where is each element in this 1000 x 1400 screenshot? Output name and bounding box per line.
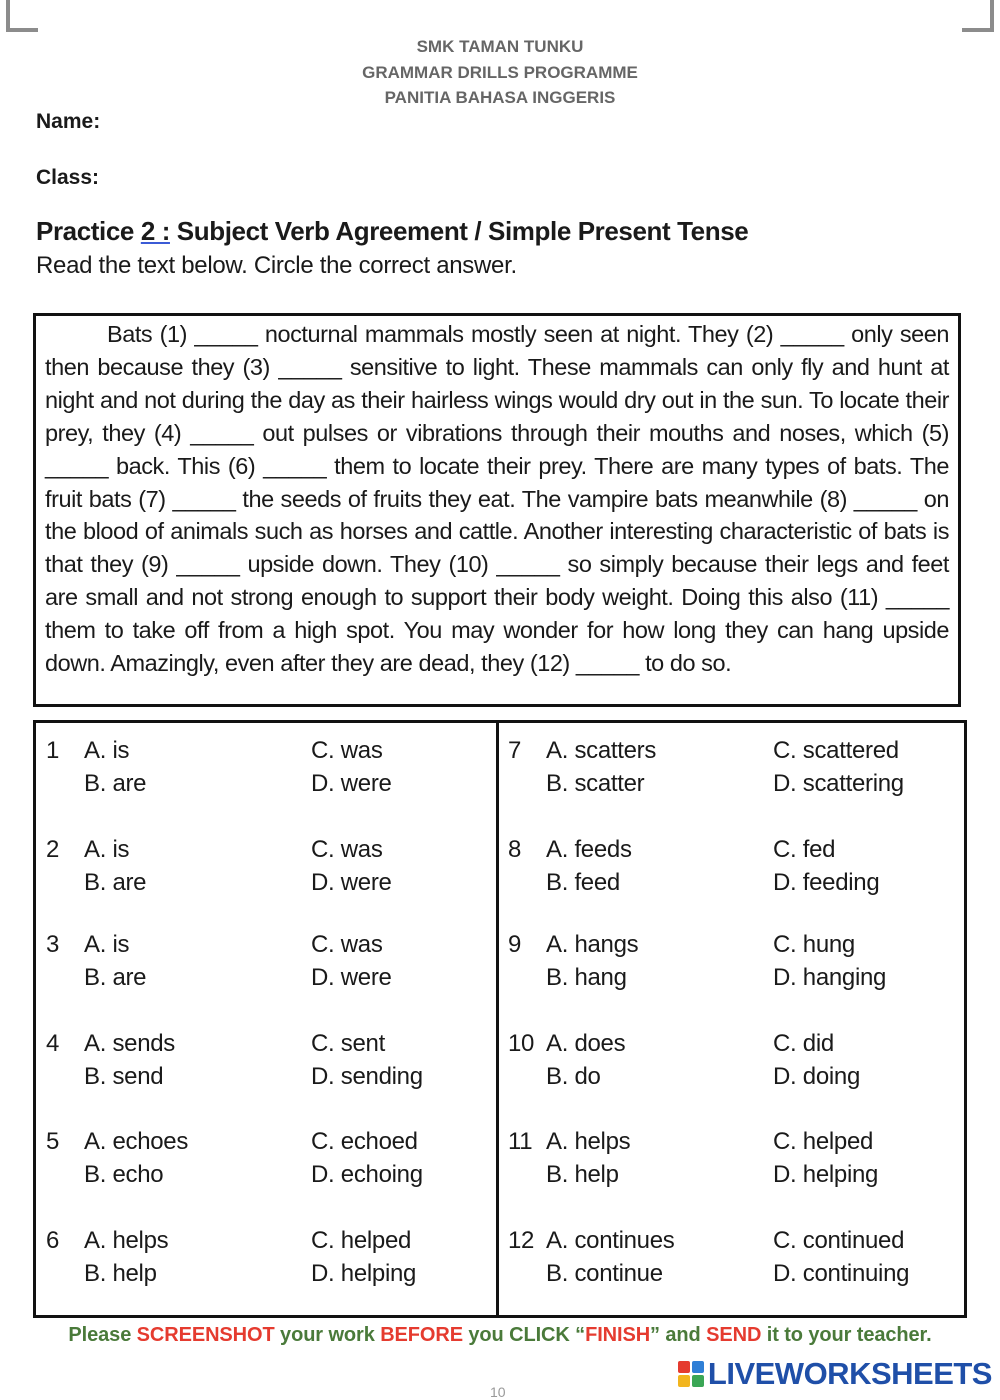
- column-divider: [496, 723, 499, 1315]
- footer-text-3: you CLICK “: [462, 1324, 586, 1346]
- question-number: 8: [508, 836, 522, 863]
- option-b[interactable]: B. echo: [84, 1161, 164, 1188]
- option-c[interactable]: C. fed: [773, 836, 836, 863]
- crop-mark-right: [962, 0, 994, 32]
- title-number: 2 :: [140, 216, 170, 246]
- option-b[interactable]: B. do: [546, 1063, 601, 1090]
- question-number: 3: [46, 931, 60, 958]
- practice-title: [36, 216, 748, 247]
- option-b[interactable]: B. feed: [546, 869, 620, 896]
- option-b[interactable]: B. hang: [546, 964, 627, 991]
- brand-name: LIVEWORKSHEETS: [707, 1356, 992, 1391]
- option-d[interactable]: D. continuing: [773, 1260, 910, 1287]
- option-a[interactable]: A. is: [84, 836, 130, 863]
- footer-word-before: BEFORE: [380, 1324, 463, 1346]
- option-d[interactable]: D. helping: [773, 1161, 879, 1188]
- option-b[interactable]: B. are: [84, 964, 147, 991]
- footer-text-1: Please: [68, 1324, 137, 1346]
- school-name: SMK TAMAN TUNKU: [416, 37, 584, 56]
- option-d[interactable]: D. sending: [311, 1063, 423, 1090]
- option-a[interactable]: A. is: [84, 737, 130, 764]
- footer-word-screenshot: SCREENSHOT: [136, 1324, 275, 1346]
- question-number: 2: [46, 836, 60, 863]
- title-text: Subject Verb Agreement / Simple Present Tense: [169, 216, 749, 246]
- option-c[interactable]: C. scattered: [773, 737, 899, 764]
- class-label: Class:: [36, 166, 100, 189]
- option-d[interactable]: D. hanging: [773, 964, 887, 991]
- footer-word-finish: FINISH: [585, 1324, 651, 1346]
- passage-text: Bats (1) _____ nocturnal mammals mostly seen at night. They (2) _____ only seen then because they (3) _____ sensitive to light. These mammals can only fly and hunt at night and not during the day as their hairless wings would dry out in the sun. To locate their prey, they (4) _____ out pulses or vibrations through their mouths and noses, which (5) _____ back. This (6) _____ them to locate their prey. There are many types of bats. The fruit bats (7) _____ the seeds of fruits they eat. The vampire bats meanwhile (8) _____ on the blood of animals such as horses and cattle. Another interesting characteristic of bats is that they (9) _____ upside down. They (10) _____ so simply because their legs and feet are small and not strong enough to support their body weight. Doing this also (11) _____ them to take off from a high spot. You may wonder for how long they can hang upside down. Amazingly, even after they are dead, they (12) _____ to do so.: [45, 321, 949, 677]
- document-header: [0, 34, 1000, 111]
- option-a[interactable]: A. sends: [84, 1030, 175, 1057]
- logo-square: [678, 1375, 690, 1387]
- option-b[interactable]: B. are: [84, 770, 147, 797]
- crop-mark-left: [6, 0, 38, 32]
- option-d[interactable]: D. scattering: [773, 770, 904, 797]
- option-c[interactable]: C. echoed: [311, 1128, 418, 1155]
- logo-square: [692, 1375, 704, 1387]
- question-number: 6: [46, 1227, 60, 1254]
- liveworksheets-logo: [678, 1356, 992, 1392]
- programme-name: GRAMMAR DRILLS PROGRAMME: [362, 62, 638, 82]
- option-a[interactable]: A. continues: [546, 1227, 675, 1254]
- option-b[interactable]: B. send: [84, 1063, 164, 1090]
- instruction: Read the text below. Circle the correct answer.: [36, 252, 517, 279]
- footer-word-send: SEND: [706, 1324, 762, 1346]
- option-b[interactable]: B. help: [84, 1260, 157, 1287]
- name-label: Name:: [36, 110, 101, 133]
- option-c[interactable]: C. was: [311, 737, 383, 764]
- option-b[interactable]: B. help: [546, 1161, 619, 1188]
- option-d[interactable]: D. helping: [311, 1260, 417, 1287]
- question-number: 11: [508, 1128, 533, 1155]
- option-d[interactable]: D. were: [311, 964, 392, 991]
- question-number: 4: [46, 1030, 60, 1057]
- question-number: 7: [508, 737, 522, 764]
- question-number: 5: [46, 1128, 60, 1155]
- option-c[interactable]: C. helped: [773, 1128, 874, 1155]
- question-number: 10: [508, 1030, 535, 1057]
- footer-text-2: your work: [274, 1324, 381, 1346]
- option-a[interactable]: A. echoes: [84, 1128, 189, 1155]
- option-a[interactable]: A. feeds: [546, 836, 632, 863]
- question-number: 9: [508, 931, 522, 958]
- option-d[interactable]: D. doing: [773, 1063, 860, 1090]
- option-c[interactable]: C. did: [773, 1030, 834, 1057]
- option-d[interactable]: D. feeding: [773, 869, 880, 896]
- answer-options-grid: [33, 720, 967, 1318]
- option-d[interactable]: D. echoing: [311, 1161, 423, 1188]
- option-c[interactable]: C. hung: [773, 931, 855, 958]
- footer-text-5: it to your teacher.: [761, 1324, 932, 1346]
- option-d[interactable]: D. were: [311, 869, 392, 896]
- option-b[interactable]: B. scatter: [546, 770, 645, 797]
- liveworksheets-icon: [678, 1361, 704, 1387]
- option-b[interactable]: B. are: [84, 869, 147, 896]
- option-a[interactable]: A. scatters: [546, 737, 657, 764]
- footer-text-4: ” and: [650, 1324, 707, 1346]
- passage-box: [33, 313, 961, 707]
- option-c[interactable]: C. was: [311, 931, 383, 958]
- panel-name: PANITIA BAHASA INGGERIS: [384, 88, 616, 107]
- page-number: 10: [490, 1384, 506, 1400]
- option-a[interactable]: A. helps: [546, 1128, 631, 1155]
- option-a[interactable]: A. is: [84, 931, 130, 958]
- option-a[interactable]: A. does: [546, 1030, 626, 1057]
- option-c[interactable]: C. sent: [311, 1030, 385, 1057]
- option-b[interactable]: B. continue: [546, 1260, 663, 1287]
- option-a[interactable]: A. hangs: [546, 931, 639, 958]
- option-c[interactable]: C. helped: [311, 1227, 412, 1254]
- logo-square: [678, 1361, 690, 1373]
- question-number: 12: [508, 1227, 535, 1254]
- option-a[interactable]: A. helps: [84, 1227, 169, 1254]
- option-d[interactable]: D. were: [311, 770, 392, 797]
- option-c[interactable]: C. continued: [773, 1227, 905, 1254]
- option-c[interactable]: C. was: [311, 836, 383, 863]
- title-prefix: Practice: [36, 216, 141, 246]
- logo-square: [692, 1361, 704, 1373]
- footer-instruction: [0, 1324, 1000, 1347]
- question-number: 1: [46, 737, 60, 764]
